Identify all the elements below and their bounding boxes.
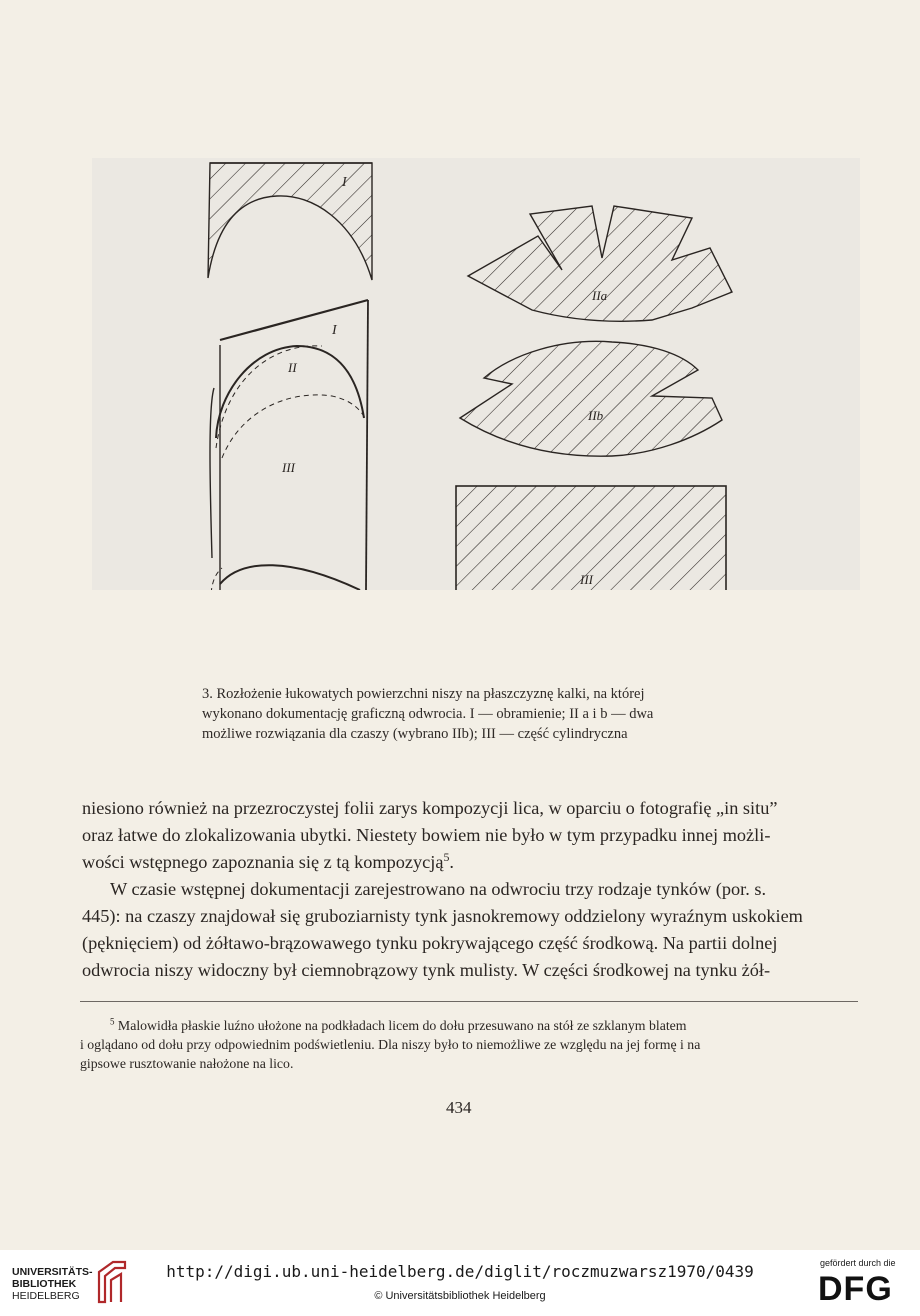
label-mid-I: I [332,323,337,338]
body-line: W czasie wstępnej dokumentacji zarejestrowano na odwrociu trzy rodzaje tynków (por. s. [110,879,767,899]
footnote-rule [80,1001,858,1002]
label-mid-III: III [282,460,295,475]
footnote-ref: 5 [443,849,450,864]
body-line: niesiono również na przezroczystej folii zarys kompozycji lica, w oparciu o fotografię „in situ” [82,798,778,818]
body-text [82,795,862,984]
figure-caption [202,684,736,744]
body-line-text: wości wstępnego zapoznania się z tą kompozycją [82,852,444,872]
dfg-logo: DFG [818,1270,893,1308]
body-line: oraz łatwe do zlokalizowania ubytki. Niestety bowiem nie było w tym przypadku innej możli- [82,825,771,845]
label-mid-II: II [288,360,297,375]
label-IIb: IIb [588,408,604,423]
figure-drawing [92,158,860,590]
caption-line: 3. Rozłożenie łukowatych powierzchni niszy na płaszczyznę kalki, na której [202,686,645,702]
frame-I-hatched [208,163,372,280]
body-line: (pęknięciem) od żółtawo-brązowawego tynku pokrywającego część środkową. Na partii dolnej [82,933,778,953]
body-line: odwrocia niszy widoczny był ciemnobrązowy tynk mulisty. W części środkowej na tynku żół- [82,960,771,980]
fan-IIa [468,206,732,321]
page-number: 434 [446,1098,472,1117]
niche-outline [212,345,220,590]
footnote [80,1016,860,1073]
label-IIa: IIa [592,288,608,303]
footnote-line: gipsowe rusztowanie nałożone na lico. [80,1056,294,1071]
sponsor-label: gefördert durch die [820,1258,896,1268]
label-top-I: I [342,175,347,190]
fan-IIb [460,341,722,456]
body-line-end: . [449,852,454,872]
body-line-last [82,849,862,876]
footnote-text: Malowidła płaskie luźno ułożone na podkładach licem do dołu przesuwano na stół ze szklanym blatem [114,1018,687,1033]
permalink-url[interactable]: http://digi.ub.uni-heidelberg.de/diglit/roczmuzwarsz1970/0439 [166,1262,754,1281]
footnote-line [80,1016,860,1035]
library-line: UNIVERSITÄTS- [12,1266,93,1278]
library-line: HEIDELBERG [12,1290,80,1302]
caption-line: wykonano dokumentację graficzną odwrocia. I — obramienie; II a i b — dwa [202,706,654,722]
library-line: BIBLIOTHEK [12,1278,77,1290]
figure-panel [92,158,860,590]
footnote-mark: 5 [110,1016,115,1027]
footer-bar [0,1250,920,1316]
copyright-notice: © Universitätsbibliothek Heidelberg [374,1290,546,1302]
body-line: 445): na czaszy znajdował się gruboziarnisty tynk jasnokremowy oddzielony wyraźnym uskokiem [82,906,803,926]
label-III-rect: III [580,572,593,587]
footnote-line: i oglądano od dołu przy odpowiednim podświetleniu. Dla niszy było to niemożliwe ze względu na jej formę i na [80,1037,701,1052]
caption-line: możliwe rozwiązania dla czaszy (wybrano IIb); III — część cylindryczna [202,726,628,742]
